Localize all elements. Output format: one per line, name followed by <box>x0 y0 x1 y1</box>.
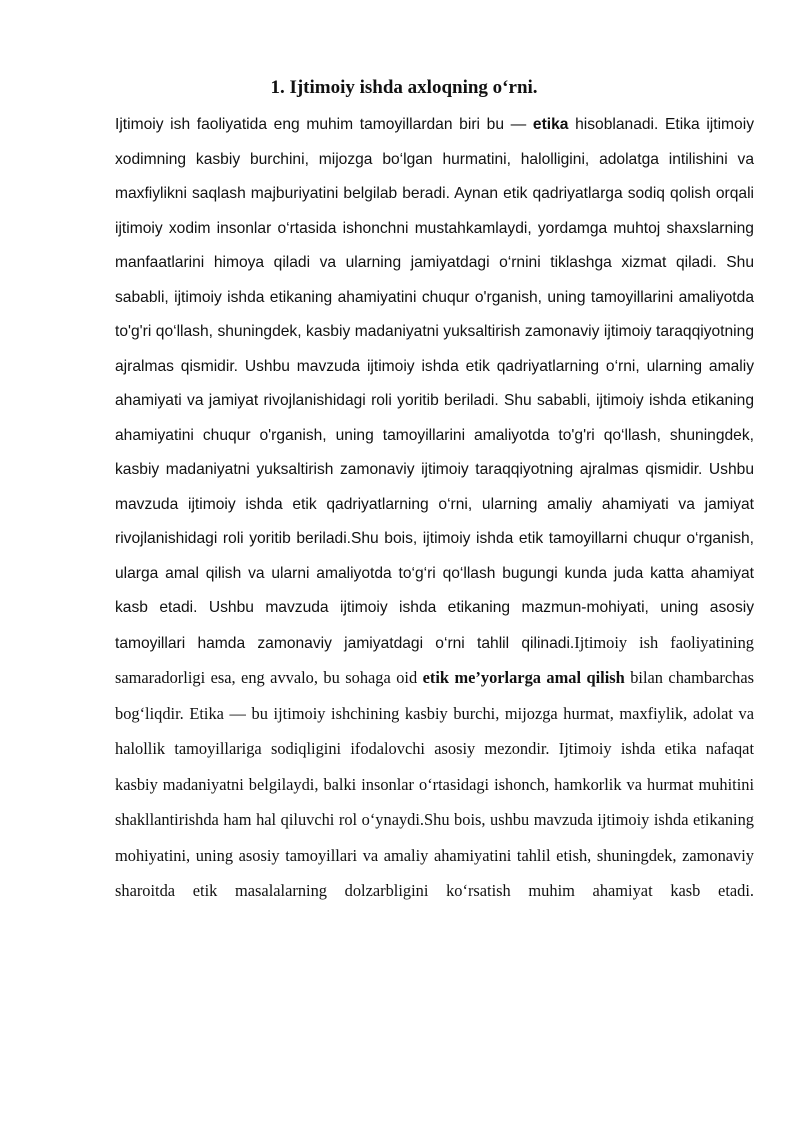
body-text-segment-serif: Ijtimoiy ish faoliyatining samaradorligi esa, eng avvalo, bu sohaga oid <box>115 632 754 687</box>
body-paragraph <box>115 108 754 910</box>
body-text-segment: Ijtimoiy ish faoliyatida eng muhim tamoyillardan biri bu — <box>115 116 533 133</box>
emphasis-etik-meyorlar: etik me’yorlarga amal qilish <box>422 668 625 687</box>
body-text-segment: hisoblanadi. Etika ijtimoiy xodimning kasbiy burchini, mijozga bo‘lgan hurmatini, halolligini, adolatga intilishini va maxfiylikni saqlash majburiyatini belgilab beradi. Aynan etik qadriyatlarga sodiq qolish orqali ijtimoiy xodim insonlar o‘rtasida ishonchni mustahkamlaydi, yordamga muhtoj shaxslarning manfaatlarini himoya qiladi va ularning jamiyatdagi o‘rnini tiklashga xizmat qiladi. Shu sababli, ijtimoiy ishda etikaning ahamiyatini chuqur o'rganish, uning tamoyillarini amaliyotda to'g'ri qo‘llash, shuningdek, kasbiy madaniyatni yuksaltirish zamonaviy ijtimoiy taraqqiyotning ajralmas qismidir. Ushbu mavzuda ijtimoiy ishda etik qadriyatlarning o‘rni, ularning amaliy ahamiyati va jamiyat rivojlanishidagi roli yoritib beriladi. Shu sababli, ijtimoiy ishda etikaning ahamiyatini chuqur o'rganish, uning tamoyillarini amaliyotda to'g'ri qo‘llash, shuningdek, kasbiy madaniyatni yuksaltirish zamonaviy ijtimoiy taraqqiyotning ajralmas qismidir. Ushbu mavzuda ijtimoiy ishda etik qadriyatlarning o‘rni, ularning amaliy ahamiyati va jamiyat rivojlanishidagi roli yoritib beriladi.Shu bois, ijtimoiy ishda etik tamoyillarni chuqur o‘rganish, ularga amal qilish va ularni amaliyotda to‘g‘ri qo‘llash bugungi kunda juda katta ahamiyat kasb etadi. Ushbu mavzuda ijtimoiy ishda etikaning mazmun-mohiyati, uning asosiy tamoyillari hamda zamonaviy jamiyatdagi o‘rni tahlil qilinadi. <box>115 116 754 652</box>
document-body <box>115 108 754 910</box>
body-text-segment-serif: bilan chambarchas bog‘liqdir. Etika — bu ijtimoiy ishchining kasbiy burchi, mijozga hurmat, maxfiylik, adolat va halollik tamoyillariga sodiqligini ifodalovchi asosiy mezondir. Ijtimoiy ishda etika nafaqat kasbiy madaniyatni belgilaydi, balki insonlar o‘rtasidagi ishonch, hamkorlik va hurmat muhitini shakllantirishda ham hal qiluvchi rol o‘ynaydi.Shu bois, ushbu mavzuda ijtimoiy ishda etikaning mohiyatini, uning asosiy tamoyillari va amaliy ahamiyatini tahlil etish, shuningdek, zamonaviy sharoitda etik masalalarning dolzarbligini ko‘rsatish muhim ahamiyat kasb etadi. <box>115 668 754 900</box>
document-title: 1. Ijtimoiy ishda axloqning o‘rni. <box>270 77 538 98</box>
emphasis-etika: etika <box>532 116 569 133</box>
